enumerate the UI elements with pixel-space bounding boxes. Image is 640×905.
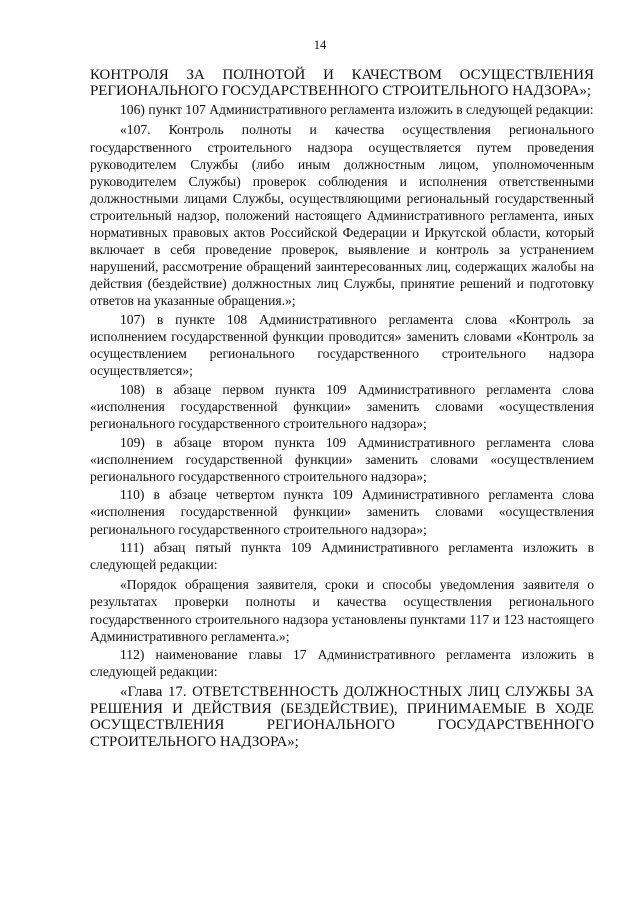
paragraph-item-111: 111) абзац пятый пункта 109 Административного регламента изложить в следующей редакции: xyxy=(90,540,594,573)
heading-continuation: КОНТРОЛЯ ЗА ПОЛНОТОЙ И КАЧЕСТВОМ ОСУЩЕСТВЛЕНИЯ РЕГИОНАЛЬНОГО ГОСУДАРСТВЕННОГО СТРОИТЕЛЬНОГО НАДЗОРА»; xyxy=(90,67,594,100)
paragraph-item-112: 112) наименование главы 17 Административного регламента изложить в следующей редакции: xyxy=(90,647,594,680)
paragraph-item-106: 106) пункт 107 Административного регламента изложить в следующей редакции: xyxy=(120,102,594,118)
page-number: 14 xyxy=(313,38,327,52)
paragraph-chapter-17-title: «Глава 17. ОТВЕТСТВЕННОСТЬ ДОЛЖНОСТНЫХ ЛИЦ СЛУЖБЫ ЗА РЕШЕНИЯ И ДЕЙСТВИЯ (БЕЗДЕЙСТВИЕ), ПРИНИМАЕМЫЕ В ХОДЕ ОСУЩЕСТВЛЕНИЯ РЕГИОНАЛЬНОГО ГОСУДАРСТВЕННОГО СТРОИТЕЛЬНОГО НАДЗОРА»; xyxy=(90,684,594,750)
paragraph-item-110: 110) в абзаце четвертом пункта 109 Административного регламента слова «исполнения государственной функции» заменить словами «осуществления регионального государственного строительного надзора»; xyxy=(90,487,594,537)
paragraph-quote-107: «107. Контроль полноты и качества осуществления регионального государственного строительного надзора осуществляется путем проведения руководителем Службы (либо иным должностным лицом, уполномоченным руководителем Службы) проверок соблюдения и исполнения ответственными должностными лицами Службы, осуществляющими региональный государственный строительный надзор, положений настоящего Административного регламента, иных нормативных правовых актов Российской Федерации и Иркутской области, который включает в себя проведение проверок, выявление и контроль за устранением нарушений, рассмотрение обращений заинтересованных лиц, содержащих жалобы на действия (бездействие) должностных лиц Службы, принятие решений и подготовку ответов на указанные обращения.»; xyxy=(90,122,594,309)
paragraph-item-107: 107) в пункте 108 Административного регламента слова «Контроль за исполнением государственной функции проводится» заменить словами «Контроль за осуществлением регионального государственного строительного надзора осуществляется»; xyxy=(90,311,594,379)
document-body xyxy=(90,67,594,752)
paragraph-item-108: 108) в абзаце первом пункта 109 Административного регламента слова «исполнения государственной функции» заменить словами «осуществления регионального государственного строительного надзора»; xyxy=(90,381,594,431)
paragraph-quote-order: «Порядок обращения заявителя, сроки и способы уведомления заявителя о результатах проверки полноты и качества осуществления регионального государственного строительного надзора установлены пунктами 117 и 123 настоящего Административного регламента.»; xyxy=(90,577,594,644)
paragraph-item-109: 109) в абзаце втором пункта 109 Административного регламента слова «исполнением государственной функции» заменить словами «осуществлением регионального государственного строительного надзора»; xyxy=(90,434,594,484)
